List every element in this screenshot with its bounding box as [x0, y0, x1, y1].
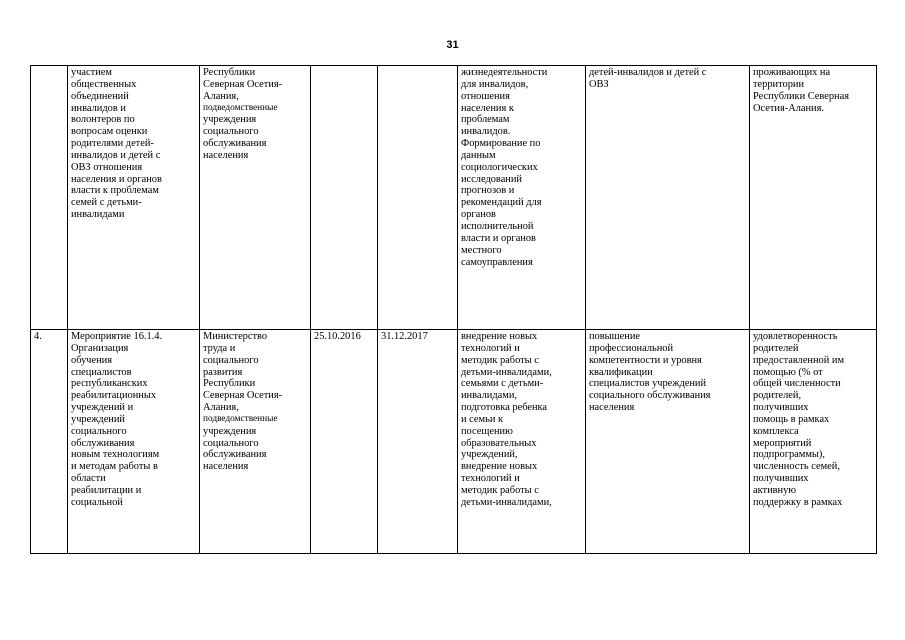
cell-line: ОВЗ отношения	[71, 161, 143, 173]
cell-line: социального	[203, 354, 259, 366]
cell-line: подготовка ребенка	[461, 402, 548, 414]
cell-line: области	[71, 473, 106, 485]
cell-line: и методам работы в	[71, 461, 158, 473]
cell-line: Алания,	[203, 90, 239, 102]
start-date-cell	[311, 330, 378, 554]
cell-line: обслуживания	[203, 449, 267, 461]
cell-line: социального	[203, 437, 259, 449]
cell-line: получивших	[753, 402, 809, 414]
cell-line: Алания,	[203, 402, 239, 414]
cell-line: социального	[71, 425, 127, 437]
cell-line: реабилитации и	[71, 484, 142, 496]
cell-line: социальной	[71, 496, 123, 508]
cell-line: специалистов учреждений	[589, 378, 707, 390]
cell-line: помощь в рамках	[753, 413, 830, 425]
cell-line: ОВЗ	[589, 78, 609, 90]
cell-line: рекомендаций для	[461, 197, 542, 209]
cell-line: детьми-инвалидами,	[461, 366, 552, 378]
cell-line: подведомственные	[203, 102, 278, 113]
cell-line: учреждений,	[461, 449, 518, 461]
cell-line: инвалидами	[71, 209, 125, 221]
result-cell	[586, 330, 750, 554]
row-number-cell	[31, 330, 68, 554]
cell-line: и семьи к	[461, 413, 504, 425]
cell-line: проблемам	[461, 114, 510, 126]
event-cell	[68, 66, 200, 330]
cell-line: участием	[71, 67, 112, 78]
cell-line: внедрение новых	[461, 331, 538, 342]
cell-line: Республики	[203, 67, 256, 78]
cell-line: поддержку в рамках	[753, 496, 843, 508]
cell-line: помощью (% от	[753, 366, 823, 378]
cell-line: посещению	[461, 425, 513, 437]
cell-line: объединений	[71, 90, 129, 102]
content-cell	[458, 330, 586, 554]
cell-line: детей-инвалидов и детей с	[589, 67, 707, 78]
cell-text: 25.10.2016	[314, 331, 361, 342]
cell-line: социологических	[461, 161, 538, 173]
cell-line: социального обслуживания	[589, 390, 711, 402]
cell-line: учреждений	[71, 413, 125, 425]
cell-line: волонтеров по	[71, 114, 135, 126]
cell-line: подпрограммы),	[753, 449, 825, 461]
cell-line: исполнительной	[461, 220, 534, 232]
table-row	[31, 330, 877, 554]
cell-line: населения	[589, 402, 635, 414]
cell-line: учреждений и	[71, 402, 134, 414]
cell-line: населения к	[461, 102, 514, 114]
cell-line: органов	[461, 209, 496, 221]
cell-line: семьями с детьми-	[461, 378, 544, 390]
cell-line: жизнедеятельности	[461, 67, 548, 78]
page-number: 31	[446, 39, 459, 51]
cell-line: инвалидов и детей с	[71, 149, 161, 161]
indicator-cell	[750, 330, 877, 554]
cell-line: реабилитационных	[71, 390, 157, 402]
start-date-cell	[311, 66, 378, 330]
program-table	[30, 65, 877, 554]
cell-line: повышение	[589, 331, 640, 342]
indicator-cell	[750, 66, 877, 330]
row-number-cell	[31, 66, 68, 330]
cell-line: родителями детей-	[71, 138, 154, 150]
cell-line: Организация	[71, 342, 129, 354]
cell-line: местного	[461, 244, 502, 256]
cell-line: компетентности и уровня	[589, 354, 702, 366]
cell-line: технологий и	[461, 342, 520, 354]
cell-line: Формирование по	[461, 138, 541, 150]
cell-line: методик работы с	[461, 354, 539, 366]
cell-line: Осетия-Алания.	[753, 102, 824, 114]
content-cell	[458, 66, 586, 330]
cell-line: отношения	[461, 90, 510, 102]
cell-line: данным	[461, 149, 496, 161]
cell-line: удовлетворенность	[753, 331, 838, 342]
cell-line: Министерство	[203, 331, 268, 342]
cell-line: семей с детьми-	[71, 197, 142, 209]
cell-line: общей численности	[753, 378, 841, 390]
cell-line: республиканских	[71, 378, 148, 390]
executor-cell	[200, 66, 311, 330]
end-date-cell	[378, 66, 458, 330]
cell-line: специалистов	[71, 366, 132, 378]
cell-line: численность семей,	[753, 461, 840, 473]
cell-line: развития	[203, 366, 243, 378]
cell-line: территории	[753, 78, 805, 90]
cell-line: власти к проблемам	[71, 185, 159, 197]
cell-line: обучения	[71, 354, 113, 366]
result-cell	[586, 66, 750, 330]
cell-line: Республики	[203, 378, 256, 390]
cell-line: общественных	[71, 78, 137, 90]
cell-line: методик работы с	[461, 484, 539, 496]
cell-line: детьми-инвалидами,	[461, 496, 552, 508]
cell-line: получивших	[753, 473, 809, 485]
cell-line: учреждения	[203, 114, 257, 126]
cell-line: родителей,	[753, 390, 802, 402]
cell-line: новым технологиям	[71, 449, 160, 461]
cell-line: Северная Осетия-	[203, 78, 283, 90]
cell-line: учреждения	[203, 425, 257, 437]
cell-line: инвалидами,	[461, 390, 517, 402]
executor-cell	[200, 330, 311, 554]
cell-line: вопросам оценки	[71, 126, 148, 138]
cell-line: самоуправления	[461, 256, 533, 268]
cell-line: предоставленной им	[753, 354, 845, 366]
cell-line: населения	[203, 461, 249, 473]
cell-line: для инвалидов,	[461, 78, 529, 90]
cell-line: профессиональной	[589, 342, 674, 354]
cell-line: проживающих на	[753, 67, 831, 78]
cell-line: труда и	[203, 342, 236, 354]
cell-line: обслуживания	[71, 437, 135, 449]
cell-line: родителей	[753, 342, 799, 354]
cell-line: власти и органов	[461, 232, 536, 244]
cell-line: технологий и	[461, 473, 520, 485]
cell-line: Северная Осетия-	[203, 390, 283, 402]
table-row	[31, 66, 877, 330]
cell-text: 4.	[34, 331, 42, 342]
cell-line: прогнозов и	[461, 185, 515, 197]
cell-line: населения	[203, 149, 249, 161]
end-date-cell	[378, 330, 458, 554]
cell-line: социального	[203, 126, 259, 138]
cell-line: населения и органов	[71, 173, 162, 185]
cell-line: инвалидов и	[71, 102, 126, 114]
cell-line: Республики Северная	[753, 90, 849, 102]
cell-line: квалификации	[589, 366, 653, 378]
cell-line: мероприятий	[753, 437, 812, 449]
cell-line: внедрение новых	[461, 461, 538, 473]
event-cell	[68, 330, 200, 554]
cell-line: комплекса	[753, 425, 799, 437]
cell-line: подведомственные	[203, 413, 278, 424]
cell-line: обслуживания	[203, 138, 267, 150]
cell-line: инвалидов.	[461, 126, 511, 138]
cell-line: исследований	[461, 173, 522, 185]
cell-line: активную	[753, 484, 797, 496]
cell-line: Мероприятие 16.1.4.	[71, 331, 163, 342]
cell-text: 31.12.2017	[381, 331, 428, 342]
cell-line: образовательных	[461, 437, 537, 449]
